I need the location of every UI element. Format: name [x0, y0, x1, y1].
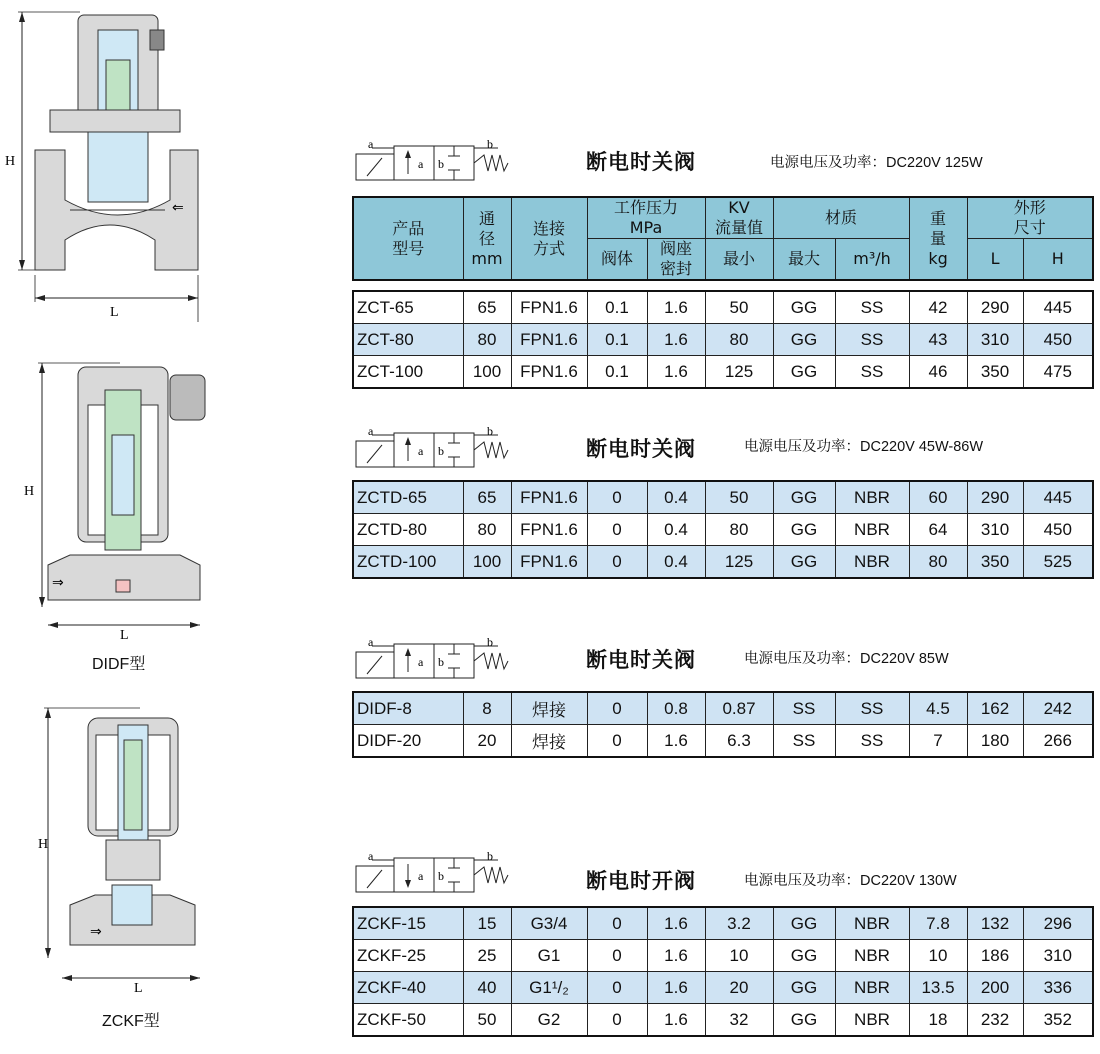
spec-table-zct — [352, 196, 1094, 281]
table-cell: 13.5 — [909, 972, 967, 1004]
table-cell: 445 — [1023, 291, 1093, 324]
table-cell: SS — [773, 725, 835, 758]
symbol-label-b-inner: b — [438, 444, 444, 458]
table-cell: 0.1 — [587, 324, 647, 356]
table-cell: NBR — [835, 940, 909, 972]
table-cell: 350 — [967, 546, 1023, 579]
header-pressure: 工作压力 MPa — [587, 197, 705, 239]
table-cell: G2 — [511, 1004, 587, 1037]
table-cell: 42 — [909, 291, 967, 324]
table-cell: 232 — [967, 1004, 1023, 1037]
table-cell: 0 — [587, 907, 647, 940]
table-cell: 310 — [1023, 940, 1093, 972]
table-cell: 50 — [705, 481, 773, 514]
table-cell: 0 — [587, 725, 647, 758]
h-dimension-label: H — [24, 484, 35, 499]
table-cell: 186 — [967, 940, 1023, 972]
table-cell: 0.1 — [587, 356, 647, 389]
table-cell: 350 — [967, 356, 1023, 389]
section-title: 断电时关阀 — [586, 648, 696, 672]
table-cell: 10 — [909, 940, 967, 972]
table-cell: ZCT-100 — [353, 356, 463, 389]
l-dimension-label: L — [120, 628, 129, 643]
table-cell: 焊接 — [511, 692, 587, 725]
table-cell: 7.8 — [909, 907, 967, 940]
table-cell: 3.2 — [705, 907, 773, 940]
table-cell: 0.87 — [705, 692, 773, 725]
section-title: 断电时关阀 — [586, 150, 696, 174]
svg-text:⇒: ⇒ — [90, 924, 102, 940]
table-cell: 1.6 — [647, 972, 705, 1004]
table-cell: 132 — [967, 907, 1023, 940]
table-cell: ZCTD-100 — [353, 546, 463, 579]
table-row — [353, 725, 1093, 758]
table-cell: NBR — [835, 546, 909, 579]
table-cell: 1.6 — [647, 907, 705, 940]
table-cell: 80 — [705, 514, 773, 546]
table-cell: 10 — [705, 940, 773, 972]
table-cell: 65 — [463, 291, 511, 324]
symbol-label-b: b — [487, 138, 493, 151]
table-cell: 80 — [463, 514, 511, 546]
table-cell: 50 — [463, 1004, 511, 1037]
table-cell: 60 — [909, 481, 967, 514]
table-cell: FPN1.6 — [511, 514, 587, 546]
didf-valve-drawing — [0, 355, 215, 645]
l-dimension-label: L — [134, 981, 143, 996]
symbol-label-a: a — [368, 425, 374, 438]
table-cell: SS — [835, 356, 909, 389]
table-row — [353, 481, 1093, 514]
symbol-label-a-inner: a — [418, 655, 424, 669]
table-cell: GG — [773, 546, 835, 579]
table-cell: 焊接 — [511, 725, 587, 758]
table-row — [353, 972, 1093, 1004]
table-cell: 445 — [1023, 481, 1093, 514]
table-cell: SS — [773, 692, 835, 725]
solenoid-symbol — [352, 850, 517, 896]
table-cell: 525 — [1023, 546, 1093, 579]
header-seat: 阀座 密封 — [647, 239, 705, 281]
table-cell: GG — [773, 356, 835, 389]
table-cell: 200 — [967, 972, 1023, 1004]
table-cell: 0 — [587, 1004, 647, 1037]
table-cell: 0.4 — [647, 546, 705, 579]
table-row — [353, 1004, 1093, 1037]
table-row — [353, 907, 1093, 940]
table-row — [353, 546, 1093, 579]
table-cell: NBR — [835, 1004, 909, 1037]
table-cell: NBR — [835, 907, 909, 940]
table-cell: 352 — [1023, 1004, 1093, 1037]
table-cell: GG — [773, 940, 835, 972]
table-cell: ZCTD-80 — [353, 514, 463, 546]
solenoid-symbol — [352, 138, 517, 184]
table-cell: NBR — [835, 514, 909, 546]
spec-rows-didf — [352, 691, 1094, 758]
symbol-label-b-inner: b — [438, 157, 444, 171]
table-cell: ZCKF-25 — [353, 940, 463, 972]
table-cell: G1 — [511, 940, 587, 972]
symbol-label-a-inner: a — [418, 869, 424, 883]
power-spec: 电源电压及功率：DC220V 130W — [744, 873, 957, 889]
table-cell: 1.6 — [647, 725, 705, 758]
header-pressure-max: 最大 — [773, 239, 835, 281]
power-spec: 电源电压及功率：DC220V 85W — [744, 651, 949, 667]
spec-rows-zctd — [352, 480, 1094, 579]
table-cell: 40 — [463, 972, 511, 1004]
table-cell: DIDF-8 — [353, 692, 463, 725]
table-cell: 80 — [909, 546, 967, 579]
header-kv: KV 流量值 — [705, 197, 773, 239]
table-cell: 8 — [463, 692, 511, 725]
table-cell: 0 — [587, 481, 647, 514]
header-dim-h: H — [1023, 239, 1093, 281]
table-cell: 0 — [587, 514, 647, 546]
l-dimension-label: L — [110, 305, 119, 320]
table-row — [353, 514, 1093, 546]
zckf-valve-drawing — [0, 700, 215, 1000]
zckf-caption: ZCKF型 — [102, 1013, 160, 1030]
symbol-label-b: b — [487, 850, 493, 863]
table-row — [353, 692, 1093, 725]
header-pressure-min: 最小 — [705, 239, 773, 281]
symbol-label-b: b — [487, 636, 493, 649]
spec-rows-zckf — [352, 906, 1094, 1037]
table-cell: 336 — [1023, 972, 1093, 1004]
svg-text:⇒: ⇒ — [52, 575, 64, 591]
table-cell: 0 — [587, 972, 647, 1004]
table-cell: 100 — [463, 356, 511, 389]
table-cell: DIDF-20 — [353, 725, 463, 758]
table-cell: GG — [773, 1004, 835, 1037]
symbol-label-a-inner: a — [418, 157, 424, 171]
table-cell: SS — [835, 291, 909, 324]
symbol-label-a-inner: a — [418, 444, 424, 458]
table-cell: 266 — [1023, 725, 1093, 758]
table-cell: 310 — [967, 514, 1023, 546]
zct-valve-drawing — [0, 0, 215, 330]
table-cell: 1.6 — [647, 324, 705, 356]
solenoid-symbol — [352, 425, 517, 471]
table-cell: 18 — [909, 1004, 967, 1037]
table-cell: 0 — [587, 546, 647, 579]
header-model: 产品 型号 — [353, 197, 463, 280]
table-cell: 7 — [909, 725, 967, 758]
table-cell: ZCKF-40 — [353, 972, 463, 1004]
table-cell: 0 — [587, 940, 647, 972]
table-cell: GG — [773, 291, 835, 324]
header-kv-unit: m³/h — [835, 239, 909, 281]
header-material: 材质 — [773, 197, 909, 239]
table-cell: 0.1 — [587, 291, 647, 324]
table-cell: FPN1.6 — [511, 291, 587, 324]
symbol-label-a: a — [368, 850, 374, 863]
table-cell: 125 — [705, 546, 773, 579]
table-cell: 1.6 — [647, 356, 705, 389]
table-cell: FPN1.6 — [511, 546, 587, 579]
table-cell: 32 — [705, 1004, 773, 1037]
table-cell: ZCTD-65 — [353, 481, 463, 514]
table-cell: SS — [835, 324, 909, 356]
table-cell: NBR — [835, 481, 909, 514]
symbol-label-a: a — [368, 636, 374, 649]
table-cell: G1¹/₂ — [511, 972, 587, 1004]
table-cell: ZCKF-50 — [353, 1004, 463, 1037]
table-cell: 20 — [705, 972, 773, 1004]
table-cell: GG — [773, 972, 835, 1004]
table-cell: 162 — [967, 692, 1023, 725]
table-cell: FPN1.6 — [511, 356, 587, 389]
table-cell: 80 — [705, 324, 773, 356]
table-cell: 290 — [967, 481, 1023, 514]
spec-rows-zct — [352, 290, 1094, 389]
table-cell: 15 — [463, 907, 511, 940]
section-title: 断电时关阀 — [586, 437, 696, 461]
header-bore: 通 径 mm — [463, 197, 511, 280]
table-cell: 310 — [967, 324, 1023, 356]
header-dims: 外形 尺寸 — [967, 197, 1093, 239]
table-cell: 46 — [909, 356, 967, 389]
header-connection: 连接 方式 — [511, 197, 587, 280]
table-cell: 0.8 — [647, 692, 705, 725]
table-cell: FPN1.6 — [511, 481, 587, 514]
table-cell: 1.6 — [647, 1004, 705, 1037]
table-cell: SS — [835, 725, 909, 758]
table-cell: GG — [773, 481, 835, 514]
symbol-label-b: b — [487, 425, 493, 438]
power-spec: 电源电压及功率：DC220V 125W — [770, 155, 983, 171]
table-cell: FPN1.6 — [511, 324, 587, 356]
table-cell: 450 — [1023, 514, 1093, 546]
table-cell: 0.4 — [647, 514, 705, 546]
table-cell: 4.5 — [909, 692, 967, 725]
table-cell: 475 — [1023, 356, 1093, 389]
table-cell: 1.6 — [647, 291, 705, 324]
table-row — [353, 291, 1093, 324]
table-cell: 242 — [1023, 692, 1093, 725]
table-cell: 180 — [967, 725, 1023, 758]
power-spec: 电源电压及功率：DC220V 45W-86W — [744, 439, 984, 455]
symbol-label-a: a — [368, 138, 374, 151]
header-weight: 重 量 kg — [909, 197, 967, 280]
table-cell: 290 — [967, 291, 1023, 324]
table-cell: ZCT-65 — [353, 291, 463, 324]
header-dim-l: L — [967, 239, 1023, 281]
table-cell: 0 — [587, 692, 647, 725]
table-cell: 43 — [909, 324, 967, 356]
table-cell: 100 — [463, 546, 511, 579]
table-row — [353, 356, 1093, 389]
table-cell: 0.4 — [647, 481, 705, 514]
table-cell: SS — [835, 692, 909, 725]
table-cell: 25 — [463, 940, 511, 972]
table-cell: GG — [773, 907, 835, 940]
table-cell: G3/4 — [511, 907, 587, 940]
table-cell: 64 — [909, 514, 967, 546]
table-cell: 20 — [463, 725, 511, 758]
table-cell: 125 — [705, 356, 773, 389]
didf-caption: DIDF型 — [92, 656, 146, 673]
table-cell: 450 — [1023, 324, 1093, 356]
table-cell: GG — [773, 324, 835, 356]
section-title: 断电时开阀 — [586, 869, 696, 893]
table-cell: 1.6 — [647, 940, 705, 972]
table-cell: 50 — [705, 291, 773, 324]
table-cell: 6.3 — [705, 725, 773, 758]
table-cell: GG — [773, 514, 835, 546]
table-cell: 80 — [463, 324, 511, 356]
h-dimension-label: H — [5, 154, 16, 169]
symbol-label-b-inner: b — [438, 655, 444, 669]
table-row — [353, 324, 1093, 356]
svg-text:⇐: ⇐ — [172, 200, 184, 216]
table-cell: ZCKF-15 — [353, 907, 463, 940]
table-cell: ZCT-80 — [353, 324, 463, 356]
table-cell: NBR — [835, 972, 909, 1004]
table-cell: 65 — [463, 481, 511, 514]
symbol-label-b-inner: b — [438, 869, 444, 883]
table-row — [353, 940, 1093, 972]
h-dimension-label: H — [38, 837, 49, 852]
solenoid-symbol — [352, 636, 517, 682]
table-cell: 296 — [1023, 907, 1093, 940]
header-body: 阀体 — [587, 239, 647, 281]
